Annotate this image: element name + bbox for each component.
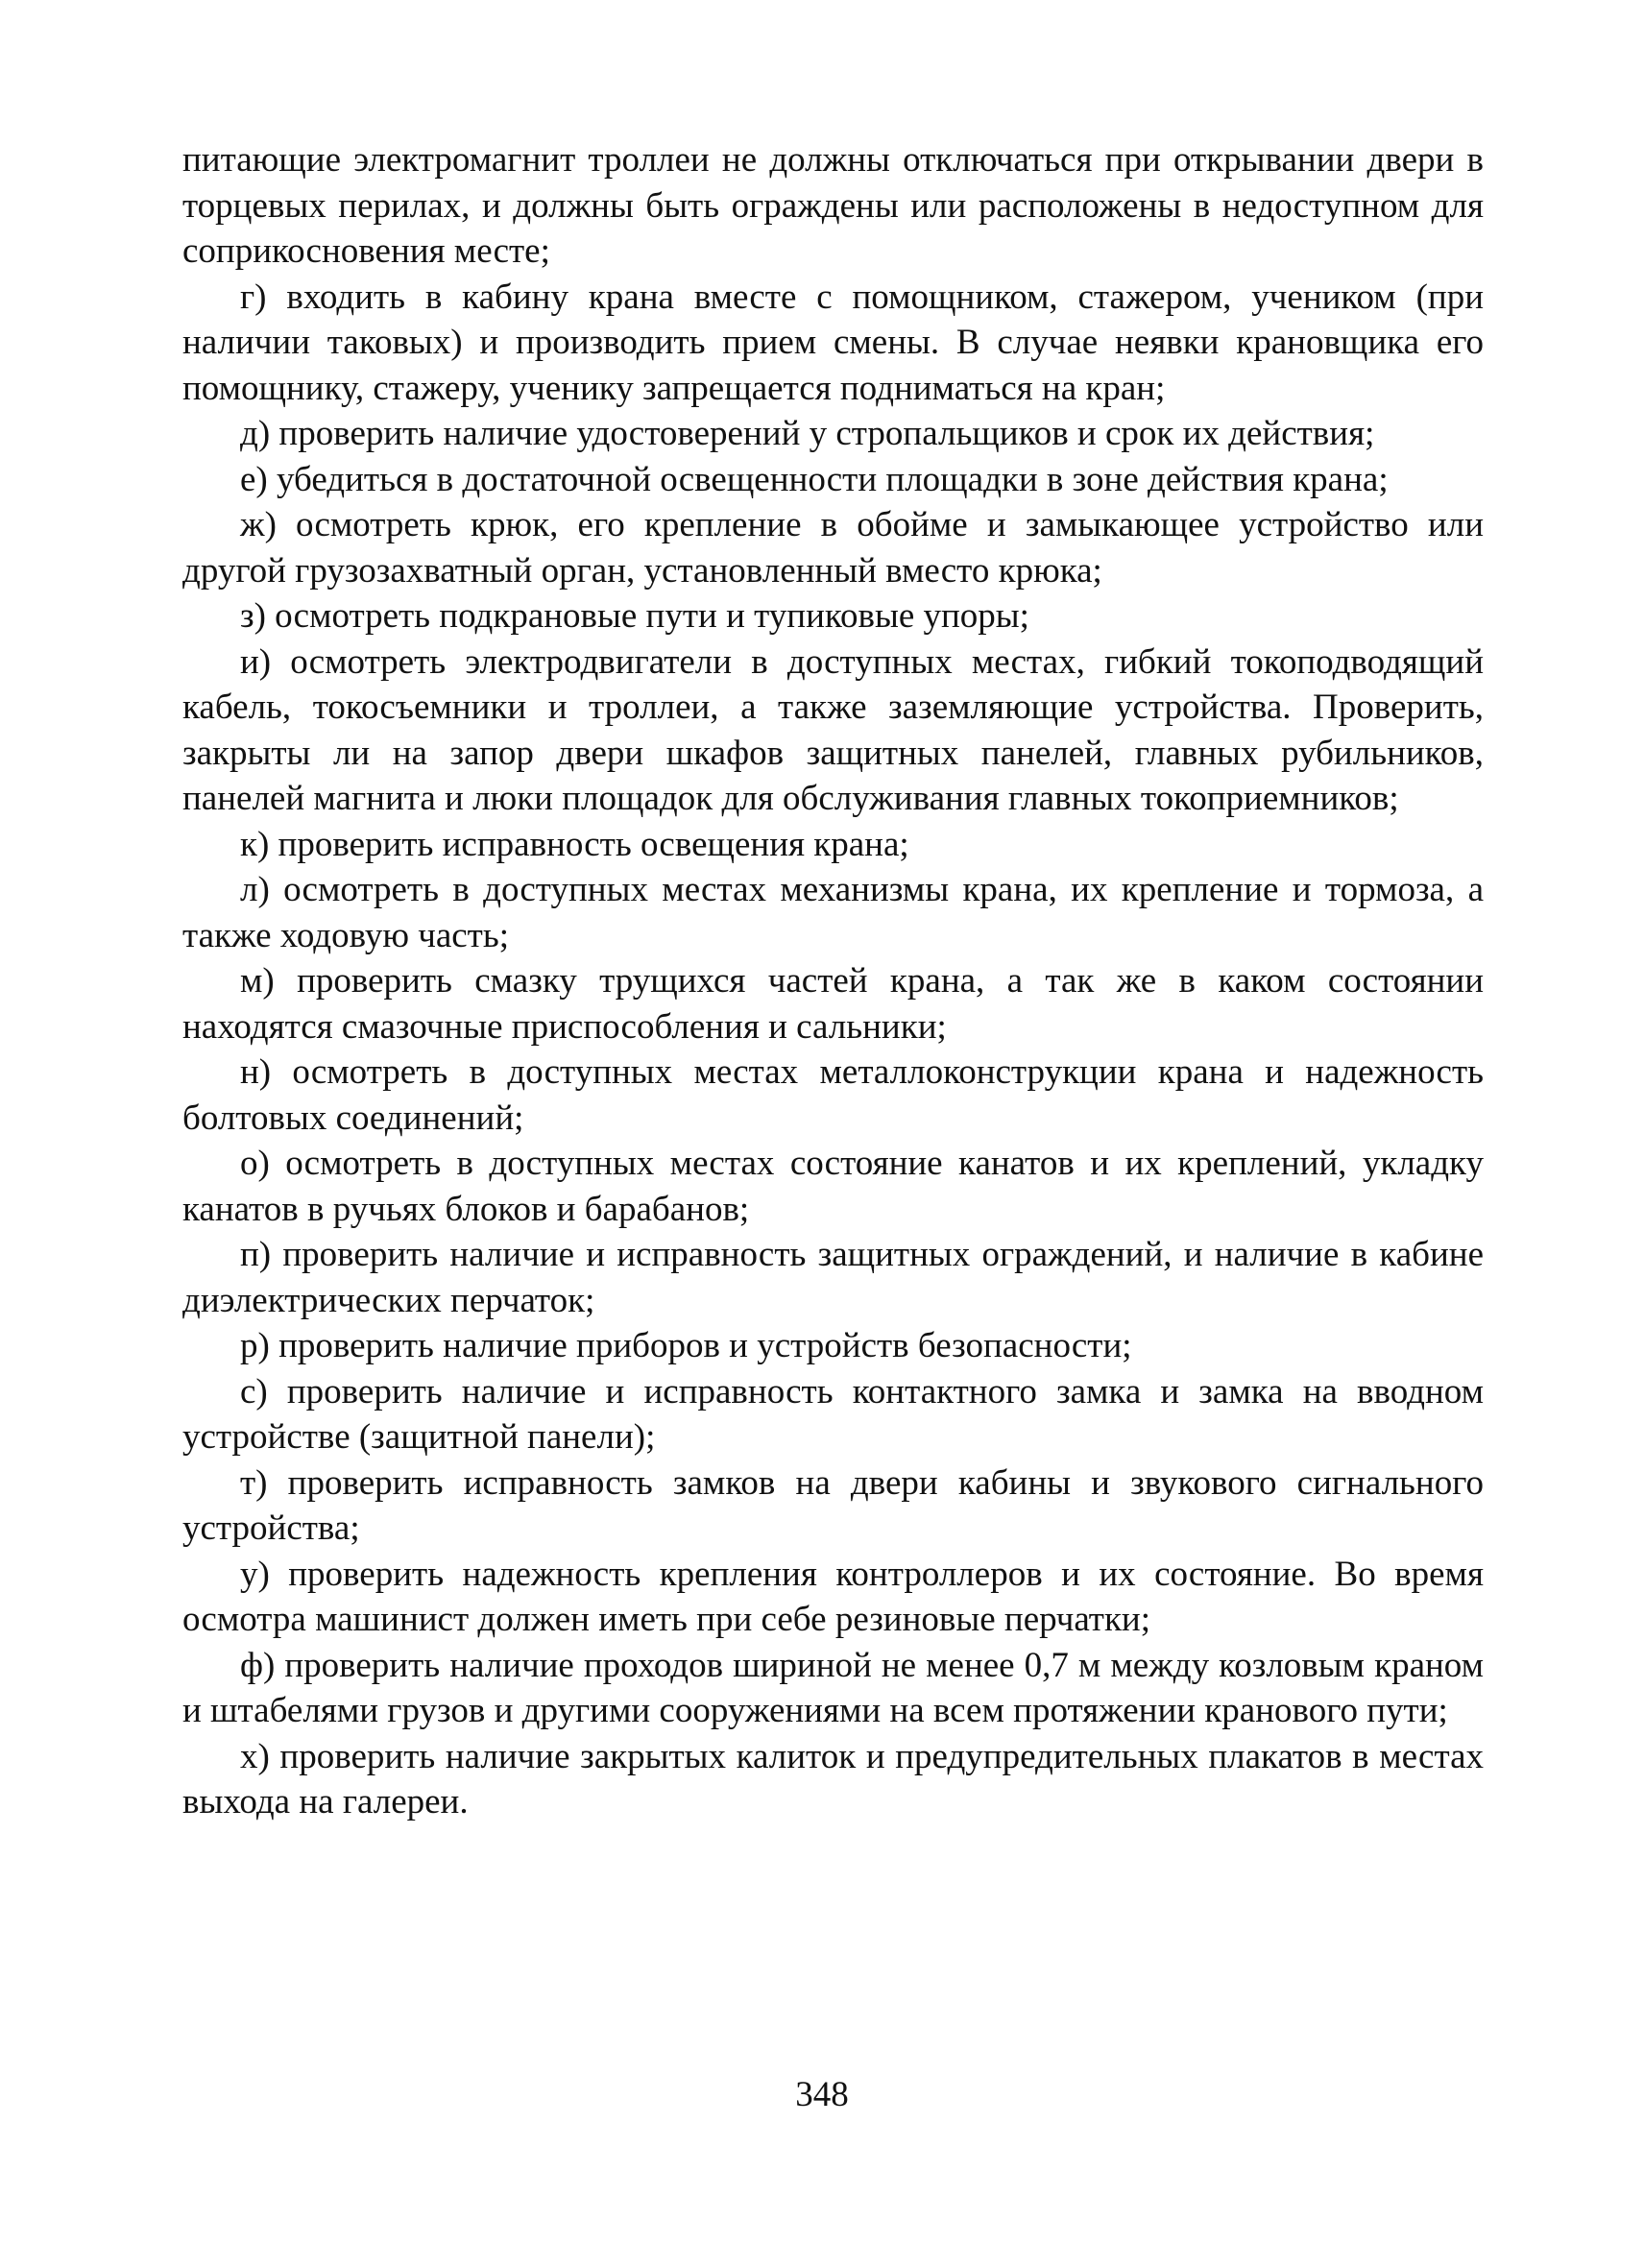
list-item-t: т) проверить исправность замков на двери кабины и звукового сигнального устройства;	[182, 1462, 1484, 1548]
list-item-p: п) проверить наличие и исправность защитных ограждений, и наличие в кабине диэлектрических перчаток;	[182, 1235, 1484, 1320]
list-item-l: л) осмотреть в доступных местах механизмы крана, их крепление и тормоза, а также ходовую часть;	[182, 870, 1484, 955]
list-item-k: к) проверить исправность освещения крана;	[240, 824, 909, 864]
list-item-g: г) входить в кабину крана вместе с помощником, стажером, учеником (при наличии таковых) и производить прием смены. В случае неявки крановщика его помощнику, стажеру, ученику запрещается подниматься на кран;	[182, 277, 1484, 408]
list-item-zh: ж) осмотреть крюк, его крепление в обойме и замыкающее устройство или другой грузозахватный орган, установленный вместо крюка;	[182, 505, 1484, 591]
list-item-z: з) осмотреть подкрановые пути и тупиковые упоры;	[240, 596, 1029, 636]
page-number: 348	[795, 2075, 849, 2114]
list-item-o: о) осмотреть в доступных местах состояние канатов и их креплений, укладку канатов в ручьях блоков и барабанов;	[182, 1144, 1484, 1229]
list-item-r: р) проверить наличие приборов и устройств безопасности;	[240, 1326, 1132, 1365]
list-item-f: ф) проверить наличие проходов шириной не менее 0,7 м между козловым краном и штабелями грузов и другими сооружениями на всем протяжении кранового пути;	[182, 1645, 1484, 1730]
list-item-d: д) проверить наличие удостоверений у стропальщиков и срок их действия;	[240, 414, 1375, 453]
list-item-kh: х) проверить наличие закрытых калиток и предупредительных плакатов в местах выхода на галереи.	[182, 1736, 1484, 1822]
list-item-n: н) осмотреть в доступных местах металлоконструкции крана и надежность болтовых соединений;	[182, 1052, 1484, 1138]
list-item-e: е) убедиться в достаточной освещенности площадки в зоне действия крана;	[240, 459, 1389, 499]
list-item-m: м) проверить смазку трущихся частей крана, а так же в каком состоянии находятся смазочные приспособления и сальники;	[182, 961, 1484, 1047]
paragraph-continuation: питающие электромагнит троллеи не должны отключаться при открывании двери в торцевых перилах, и должны быть ограждены или расположены в недоступном для соприкосновения месте;	[182, 140, 1484, 271]
list-item-u: у) проверить надежность крепления контроллеров и их состояние. Во время осмотра машинист должен иметь при себе резиновые перчатки;	[182, 1554, 1484, 1639]
list-item-i: и) осмотреть электродвигатели в доступных местах, гибкий токоподводящий кабель, токосъемники и троллеи, а также заземляющие устройства. Проверить, закрыты ли на запор двери шкафов защитных панелей, главных рубильников, панелей магнита и люки площадок для обслуживания главных токоприемников;	[182, 641, 1484, 818]
body-text	[182, 137, 1484, 1825]
list-item-s: с) проверить наличие и исправность контактного замка и замка на вводном устройстве (защитной панели);	[182, 1371, 1484, 1457]
